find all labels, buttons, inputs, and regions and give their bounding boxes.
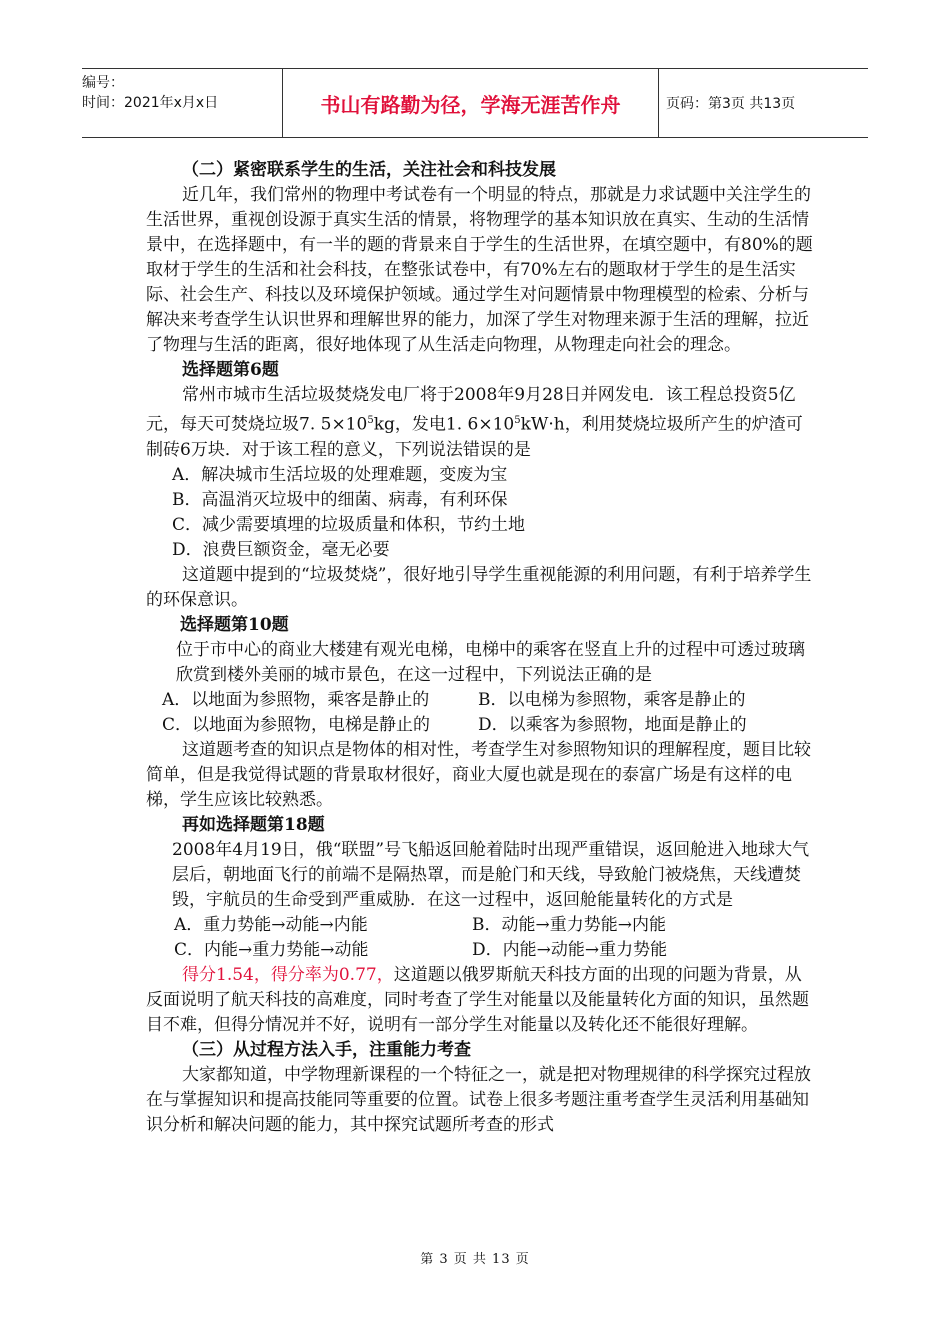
section-2-title: （二）紧密联系学生的生活，关注社会和科技发展 — [182, 160, 556, 180]
q10-option-d: D．以乘客为参照物，地面是静止的 — [478, 714, 747, 735]
q18-comment-text: 这道题以俄罗斯航天科技方面的出现的问题为背景，从反面说明了航天科技的高难度，同时考查了学生对能量以及能量转化方面的知识，虽然题目不难，但得分情况并不好，说明有一部分学生对能量以及转化还不能很好理解。 — [146, 964, 809, 1035]
q6-sup-2: 5 — [514, 415, 521, 426]
q6-option-c: C．减少需要填埋的垃圾质量和体积，节约土地 — [172, 514, 526, 535]
q10-option-a: A．以地面为参照物，乘客是静止的 — [162, 689, 430, 710]
q6-option-b: B．高温消灭垃圾中的细菌、病毒，有利环保 — [172, 489, 508, 510]
q18-options-row-2 — [146, 938, 816, 963]
header-number: 编号： — [82, 75, 124, 91]
q18-option-b: B．动能→重力势能→内能 — [472, 914, 666, 935]
header-time: 时间：2021年x月x日 — [82, 95, 219, 111]
document-body — [146, 158, 816, 1138]
page-footer: 第 3 页 共 13 页 — [420, 1252, 530, 1267]
q10-options-row-2 — [146, 713, 816, 738]
q10-option-c: C．以地面为参照物，电梯是静止的 — [162, 714, 431, 735]
page-header — [82, 68, 868, 138]
q18-title: 再如选择题第18题 — [182, 814, 325, 835]
q6-text-c: kW·h，利用焚烧垃圾所产生的炉渣可制砖6万块．对于该工程的意义，下列说法错误的是 — [146, 414, 803, 460]
q6-option-a: A．解决城市生活垃圾的处理难题，变废为宝 — [172, 464, 508, 485]
q6-title: 选择题第6题 — [182, 360, 279, 380]
q10-option-b: B．以电梯为参照物，乘客是静止的 — [478, 689, 746, 710]
q18-option-a: A．重力势能→动能→内能 — [174, 914, 368, 935]
paragraph-last: 大家都知道，中学物理新课程的一个特征之一，就是把对物理规律的科学探究过程放在与掌握知识和提高技能同等重要的位置。试卷上很多考题注重考查学生灵活利用基础知识分析和解决问题的能力，其中探究试题所考查的形式 — [146, 1064, 811, 1135]
q10-title: 选择题第10题 — [180, 614, 289, 635]
q6-option-d: D．浪费巨额资金，毫无必要 — [172, 539, 390, 560]
header-left — [82, 69, 282, 141]
q18-option-c: C．内能→重力势能→动能 — [174, 939, 369, 960]
section-3-title: （三）从过程方法入手，注重能力考查 — [182, 1039, 471, 1060]
q6-text — [146, 383, 816, 463]
paragraph-intro: 近几年，我们常州的物理中考试卷有一个明显的特点，那就是力求试题中关注学生的生活世界，重视创设源于真实生活的情景，将物理学的基本知识放在真实、生动的生活情景中，在选择题中，有一半的题的背景来自于学生的生活世界，在填空题中，有80%的题取材于学生的生活和社会科技，在整张试卷中，有70%左右的题取材于学生的是生活实际、社会生产、科技以及环境保护领域。通过学生对问题情景中物理模型的检索、分析与解决来考查学生认识世界和理解世界的能力，加深了学生对物理来源于生活的理解，拉近了物理与生活的距离，很好地体现了从生活走向物理，从物理走向社会的理念。 — [146, 185, 813, 355]
q6-sup-1: 5 — [367, 415, 374, 426]
q10-text: 位于市中心的商业大楼建有观光电梯，电梯中的乘客在竖直上升的过程中可透过玻璃欣赏到楼外美丽的城市景色，在这一过程中，下列说法正确的是 — [176, 639, 805, 685]
header-page-info: 页码：第3页 共13页 — [666, 96, 796, 112]
q6-text-b: kg，发电1. 6×10 — [373, 414, 515, 435]
q10-comment: 这道题考查的知识点是物体的相对性，考查学生对参照物知识的理解程度，题目比较简单，但是我觉得试题的背景取材很好，商业大厦也就是现在的泰富广场是有这样的电梯，学生应该比较熟悉。 — [146, 739, 811, 810]
q18-option-d: D．内能→动能→重力势能 — [472, 939, 668, 960]
q6-comment: 这道题中提到的“垃圾焚烧”，很好地引导学生重视能源的利用问题，有利于培养学生的环保意识。 — [146, 564, 812, 610]
q6-text-a: 常州市城市生活垃圾焚烧发电厂将于2008年9月28日并网发电．该工程总投资5亿元，每天可焚烧垃圾7. 5×10 — [146, 385, 796, 435]
header-motto: 书山有路勤为径，学海无涯苦作舟 — [282, 69, 659, 137]
q10-options-row-1 — [146, 688, 816, 713]
q18-comment — [146, 963, 816, 1038]
q18-score: 得分1.54，得分率为0.77， — [182, 964, 394, 985]
q18-text: 2008年4月19日，俄“联盟”号飞船返回舱着陆时出现严重错误，返回舱进入地球大气层后，朝地面飞行的前端不是隔热罩，而是舱门和天线，导致舱门被烧焦，天线遭焚毁，宇航员的生命受到严重威胁．在这一过程中，返回舱能量转化的方式是 — [172, 839, 810, 910]
q18-options-row-1 — [146, 913, 816, 938]
